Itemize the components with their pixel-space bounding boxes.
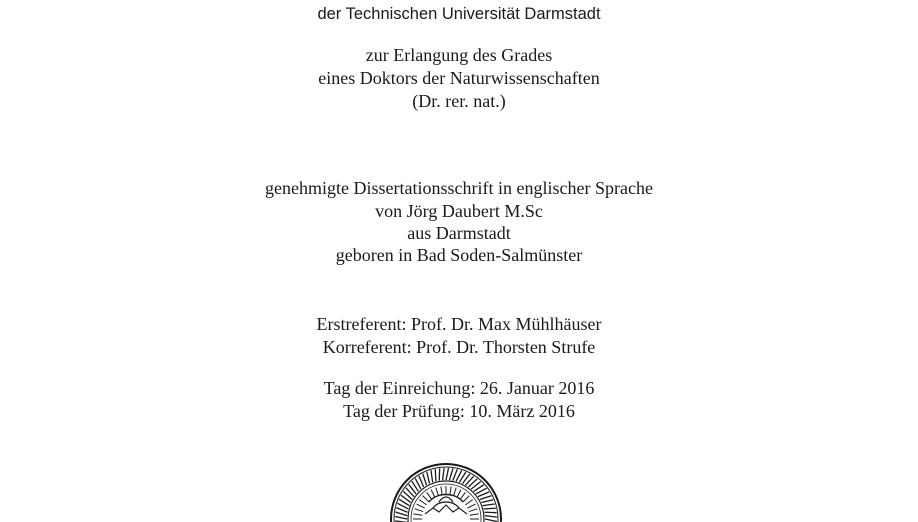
- first-referee: Erstreferent: Prof. Dr. Max Mühlhäuser: [0, 313, 918, 335]
- degree-line-2: eines Doktors der Naturwissenschaften: [0, 67, 918, 89]
- university-line: der Technischen Universität Darmstadt: [0, 3, 918, 25]
- submission-date: Tag der Einreichung: 26. Januar 2016: [0, 377, 918, 399]
- author-line-2: von Jörg Daubert M.Sc: [0, 200, 918, 222]
- university-seal-icon: [389, 462, 503, 522]
- second-referee: Korreferent: Prof. Dr. Thorsten Strufe: [0, 336, 918, 358]
- author-line-3: aus Darmstadt: [0, 222, 918, 244]
- author-line-1: genehmigte Dissertationsschrift in englischer Sprache: [0, 177, 918, 199]
- degree-line-3: (Dr. rer. nat.): [0, 90, 918, 112]
- degree-line-1: zur Erlangung des Grades: [0, 44, 918, 66]
- author-line-4: geboren in Bad Soden-Salmünster: [0, 244, 918, 266]
- examination-date: Tag der Prüfung: 10. März 2016: [0, 400, 918, 422]
